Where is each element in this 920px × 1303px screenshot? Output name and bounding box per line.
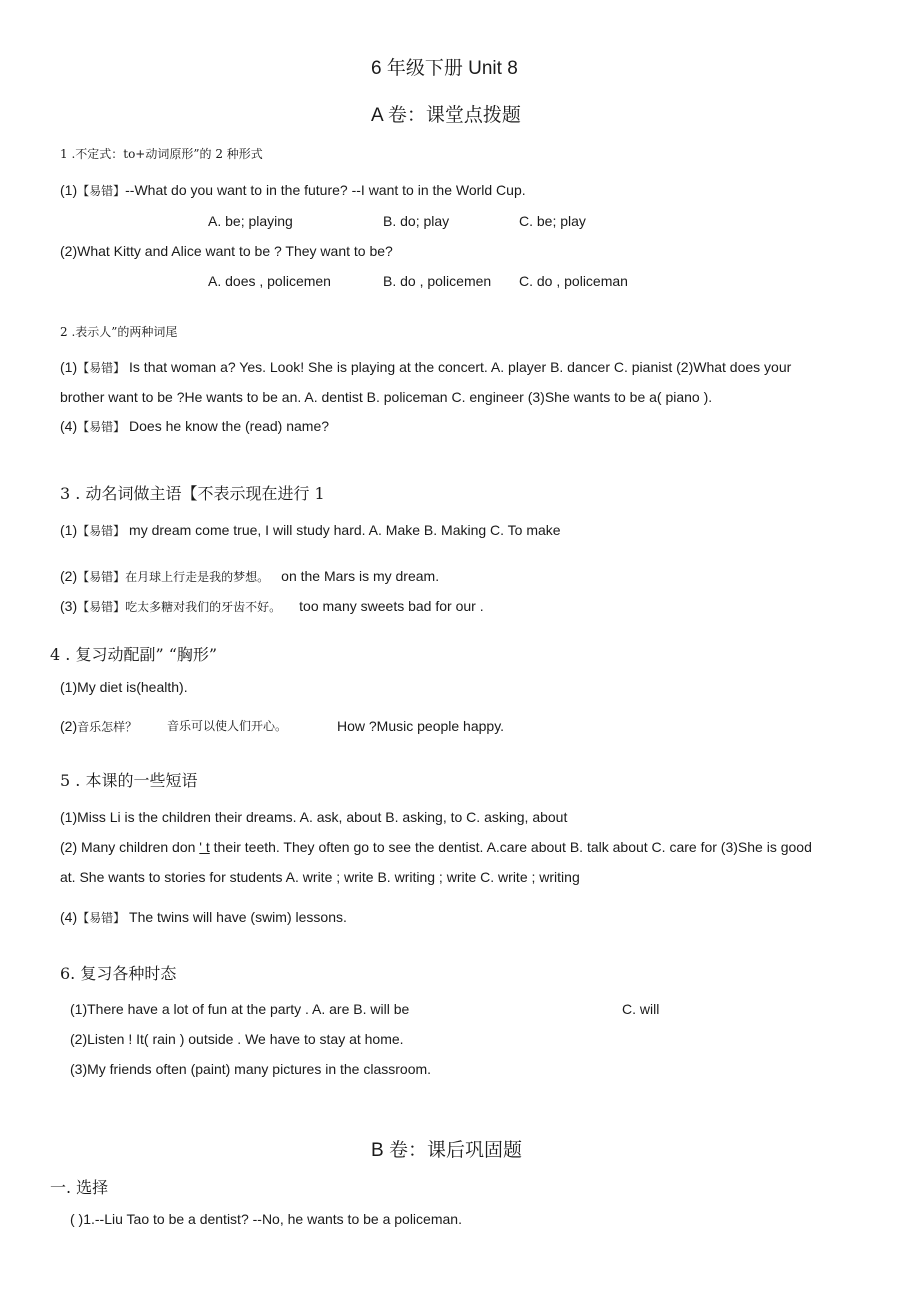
s2-q1 [60,358,791,377]
error-tag: 【易错】 [77,600,126,614]
q-text: --What do you want to in the future? --I want to in the World Cup. [125,182,526,198]
q-chinese: 音乐怎样？ [77,720,138,734]
error-tag: 【易错】 [77,570,126,584]
q-text: on the Mars is my dream. [281,568,440,584]
q-text: my dream come true, I will study hard. A. Make B. Making C. To make [125,522,561,538]
s1-q2-option-a: A. does , policemen [208,273,331,289]
s5-q4 [60,908,347,927]
s6-q2: (2)Listen ! It( rain ) outside . We have to stay at home. [70,1031,404,1047]
q-text-post: their teeth. They often go to see the dentist. A.care about B. talk about C. care for (3)She is good [209,839,812,855]
q-chinese: 在月球上行走是我的梦想。 [125,570,270,584]
q-text-underlined: ' t [199,839,210,855]
s6-q3: (3)My friends often (paint) many pictures in the classroom. [70,1061,432,1077]
q-num: (4) [60,909,78,925]
s2-q1-line2: brother want to be ?He wants to be an. A. dentist B. policeman C. engineer (3)She wants to be a( piano ). [60,389,713,405]
q-text: The twins will have (swim) lessons. [125,909,347,925]
q-num: (4) [60,418,78,434]
q-chinese: 吃太多糖对我们的牙齿不好。 [125,600,282,614]
s2-heading: 2 .表示人”的两种词尾 [60,325,178,339]
q-text: 1.--Liu Tao to be a dentist? --No, he wants to be a policeman. [83,1211,462,1227]
q-num: (1) [60,359,78,375]
q-num: (2) [60,718,78,734]
s1-q2-option-c: C. do , policeman [519,273,628,289]
q-num: (1) [60,522,78,538]
s3-q1 [60,521,561,540]
b-q1 [70,1210,462,1228]
q-text-pre: (2) Many children don [60,839,200,855]
s1-q2: (2)What Kitty and Alice want to be ? They want to be? [60,243,393,259]
s5-q1: (1)Miss Li is the children their dreams. A. ask, about B. asking, to C. asking, about [60,809,568,825]
s4-q2 [60,717,137,736]
page-title: 6 年级下册 Unit 8 [371,58,518,79]
error-tag: 【易错】 [77,361,126,375]
s5-heading: 5 . 本课的一些短语 [60,771,198,790]
s4-q1: (1)My diet is(health). [60,679,188,695]
s1-q1-option-c: C. be; play [519,213,586,229]
s6-q1: (1)There have a lot of fun at the party . A. are B. will be [70,1001,410,1017]
s2-q4 [60,417,329,436]
s1-q1-option-a: A. be; playing [208,213,293,229]
s3-q3 [60,597,484,616]
answer-paren: ( ) [70,1211,84,1227]
s3-q2 [60,567,439,586]
q-text: too many sweets bad for our . [299,598,484,614]
s5-q2 [60,838,812,856]
s4-q2-chinese-2: 音乐可以使人们开心。 [167,719,288,733]
q-num: (2) [60,568,78,584]
part-one-heading: 一. 选择 [50,1178,109,1197]
s6-heading: 6. 复习各种时态 [60,964,177,983]
s4-q2-text: How ?Music people happy. [337,718,505,734]
s3-heading: 3 . 动名词做主语【不表示现在进行 1 [60,484,325,503]
q-num: (3) [60,598,78,614]
q-text: Does he know the (read) name? [125,418,330,434]
q-num: (1) [60,182,78,198]
error-tag: 【易错】 [77,420,126,434]
s6-q1-option-c: C. will [622,1001,660,1017]
s1-q1 [60,181,526,200]
s1-heading: 1 .不定式：to+动词原形”的 2 种形式 [60,147,263,161]
s1-q1-option-b: B. do; play [383,213,450,229]
section-a-heading: A 卷：课堂点拨题 [371,105,521,126]
s5-q2-line2: at. She wants to stories for students A. write ; write B. writing ; write C. write ; writing [60,869,580,885]
section-b-heading: B 卷：课后巩固题 [371,1140,522,1161]
error-tag: 【易错】 [77,524,126,538]
error-tag: 【易错】 [77,911,126,925]
error-tag: 【易错】 [77,184,126,198]
s1-q2-option-b: B. do , policemen [383,273,492,289]
q-text: Is that woman a? Yes. Look! She is playing at the concert. A. player B. dancer C. pianist (2)What does your [125,359,792,375]
s4-heading: 4 . 复习动配副” “胸形” [50,645,218,664]
